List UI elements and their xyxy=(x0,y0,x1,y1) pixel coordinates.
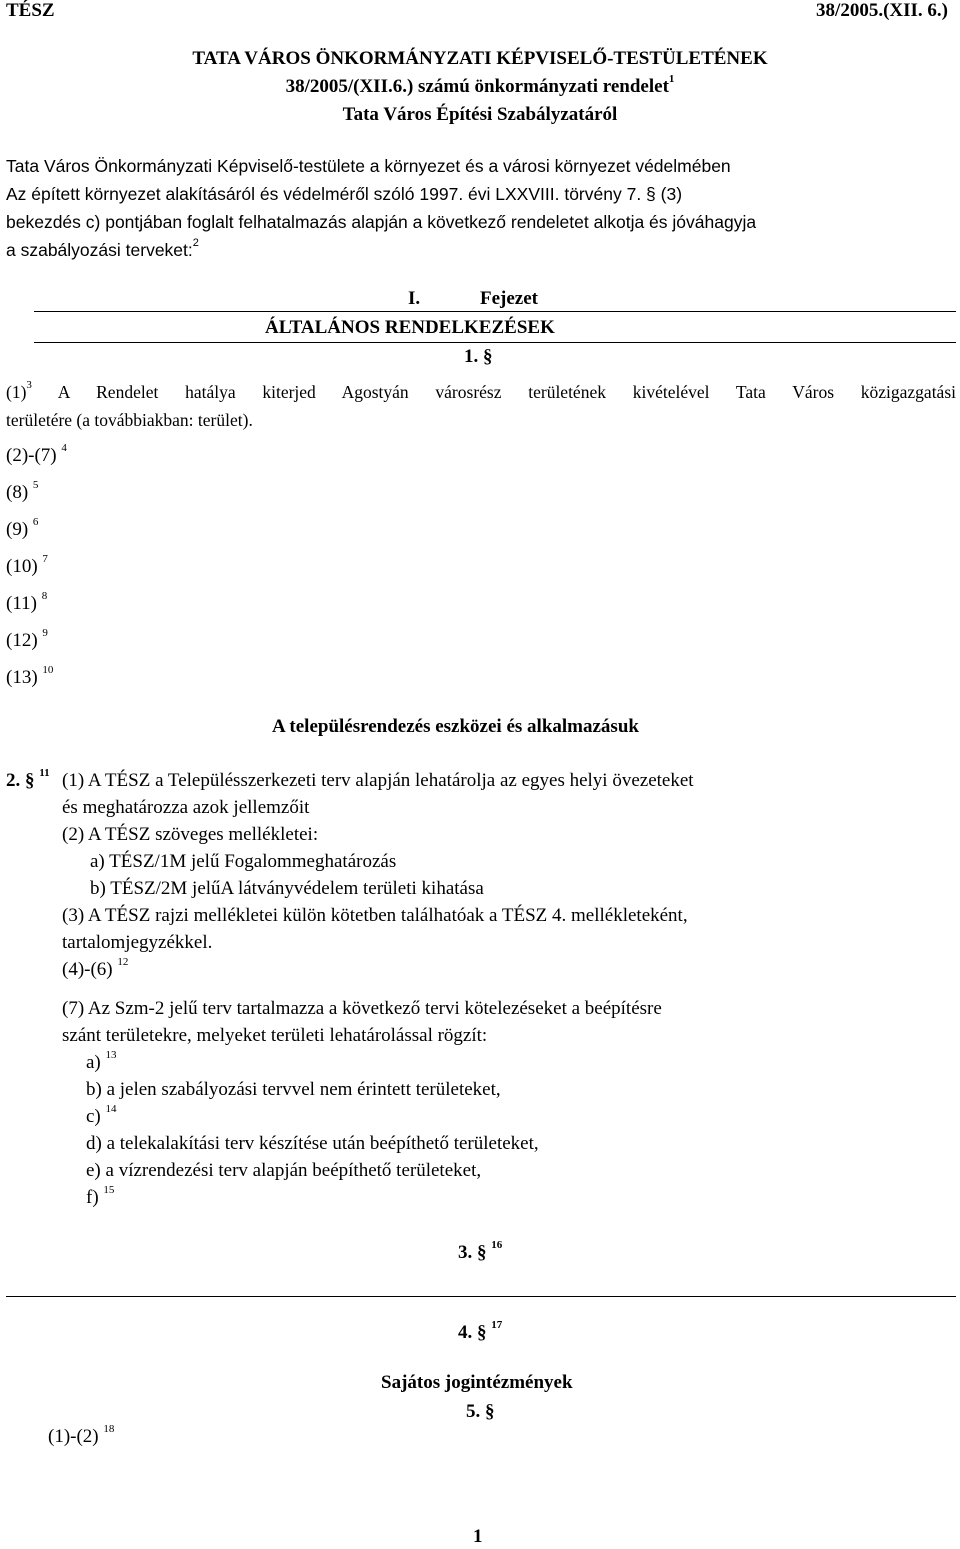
section-2-heading: 2. § $^{11}$ xyxy=(6,767,50,791)
section-1-paragraph-1-line-2: területére (a továbbiakban: terület). xyxy=(6,410,253,430)
list-item: (11) $^8$ xyxy=(6,590,48,614)
section-2-line: (4)-(6) $^{12}$ xyxy=(62,956,129,980)
section-5-item: (1)-(2) $^{18}$ xyxy=(48,1423,115,1447)
preamble-line-4: a szabályozási terveket:$^2$ xyxy=(6,237,199,260)
section-2-line: a) $^{13}$ xyxy=(86,1049,117,1073)
chapter-divider xyxy=(34,311,956,312)
page-number: 1 xyxy=(473,1526,483,1547)
section-2-line: és meghatározza azok jellemzőit xyxy=(62,797,310,818)
section-2-line: e) a vízrendezési terv alapján beépíthető területeket, xyxy=(86,1160,482,1181)
chapter-number: I. xyxy=(408,288,421,309)
header-left: TÉSZ xyxy=(6,0,55,21)
preamble-line-1: Tata Város Önkormányzati Képviselő-testülete a környezet és a városi környezet védelmében xyxy=(6,156,731,176)
section-2-line: f) $^{15}$ xyxy=(86,1184,115,1208)
section-1-heading: 1. § xyxy=(464,346,493,367)
footnote-ref: 1 xyxy=(668,73,675,85)
chapter-title: ÁLTALÁNOS RENDELKEZÉSEK xyxy=(265,317,555,338)
chapter-divider xyxy=(34,342,956,343)
section-1-paragraph-1-line-1: $(1)^3$ A Rendelet hatálya kiterjed Agostyán városrész területének kivételével Tata Város közigazgatási xyxy=(6,379,956,402)
section-3-heading: 3. § $^{16}$ xyxy=(458,1239,503,1263)
section-2-line: d) a telekalakítási terv készítése után beépíthető területeket, xyxy=(86,1133,539,1154)
title-line-1: TATA VÁROS ÖNKORMÁNYZATI KÉPVISELŐ-TESTÜLETÉNEK xyxy=(192,48,768,69)
section-2-line: (3) A TÉSZ rajzi mellékletei külön kötetben találhatóak a TÉSZ 4. mellékleteként, xyxy=(62,905,688,926)
list-item: (12) $^9$ xyxy=(6,627,48,651)
section-2-line: szánt területekre, melyeket területi lehatárolással rögzít: xyxy=(62,1025,488,1046)
section-2-line: (7) Az Szm-2 jelű terv tartalmazza a következő tervi kötelezéseket a beépítésre xyxy=(62,998,662,1019)
section-divider xyxy=(6,1296,956,1297)
list-item: (13) $^{10}$ xyxy=(6,664,54,688)
section-2-line: b) a jelen szabályozási tervvel nem érintett területeket, xyxy=(86,1079,501,1100)
section-4-heading: 4. § $^{17}$ xyxy=(458,1319,503,1343)
list-item: (10) $^7$ xyxy=(6,553,48,577)
section-5-heading: 5. § xyxy=(466,1401,495,1422)
section-2-line: (1) A TÉSZ a Településszerkezeti terv alapján lehatárolja az egyes helyi övezeteket xyxy=(62,770,694,791)
section-2-line: b) TÉSZ/2M jelűA látványvédelem területi kihatása xyxy=(90,878,484,899)
section-2-line: c) $^{14}$ xyxy=(86,1103,117,1127)
chapter-label: Fejezet xyxy=(480,288,538,309)
section-2-line: a) TÉSZ/1M jelű Fogalommeghatározás xyxy=(90,851,397,872)
section-2-line: (2) A TÉSZ szöveges mellékletei: xyxy=(62,824,319,845)
list-item: (8) $^5$ xyxy=(6,479,39,503)
preamble-line-3: bekezdés c) pontjában foglalt felhatalmazás alapján a következő rendeletet alkotja és jóváhagyja xyxy=(6,212,757,232)
section-2-line: tartalomjegyzékkel. xyxy=(62,932,213,953)
subheading: A településrendezés eszközei és alkalmazásuk xyxy=(272,716,639,737)
preamble-line-2: Az épített környezet alakításáról és védelméről szóló 1997. évi LXXVIII. törvény 7. § (3) xyxy=(6,184,683,204)
list-item: (9) $^6$ xyxy=(6,516,39,540)
title-line-3: Tata Város Építési Szabályzatáról xyxy=(342,104,618,125)
title-line-2: 38/2005/(XII.6.) számú önkormányzati rendelet$^1$ xyxy=(285,73,675,97)
header-right: 38/2005.(XII. 6.) xyxy=(816,0,948,21)
special-title: Sajátos jogintézmények xyxy=(381,1372,573,1393)
footnote-ref: 2 xyxy=(192,237,199,249)
list-item: (2)-(7) $^4$ xyxy=(6,442,67,466)
